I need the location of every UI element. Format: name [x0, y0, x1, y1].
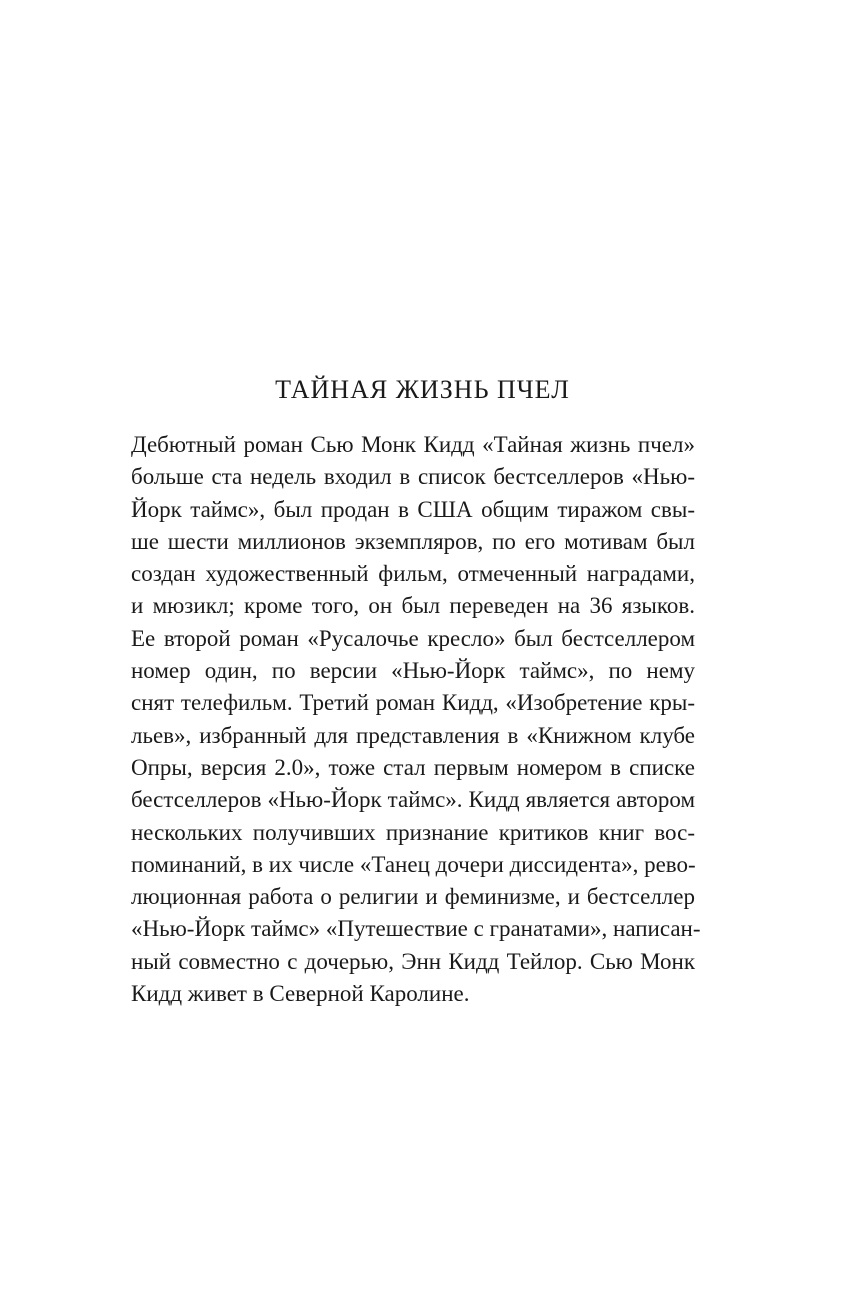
paragraph-line: льев», избранный для представления в «Книжном клубе: [131, 722, 695, 748]
paragraph-line: Ее второй роман «Русалочье кресло» был бестселлером: [131, 625, 695, 651]
paragraph-line: ше шести миллионов экземпляров, по его мотивам был: [131, 528, 695, 554]
paragraph-line: поминаний, в их числе «Танец дочери диссидента», рево-: [131, 851, 696, 877]
paragraph-line: и мюзикл; кроме того, он был переведен на 36 языков.: [131, 593, 695, 619]
paragraph-line: Дебютный роман Сью Монк Кидд «Тайная жизнь пчел»: [131, 432, 695, 457]
paragraph-line: Кидд живет в Северной Каролине.: [131, 981, 470, 1007]
paragraph-line: Опры, версия 2.0», тоже стал первым номером в списке: [131, 754, 695, 780]
paragraph-line: бестселлеров «Нью-Йорк таймс». Кидд является автором: [131, 787, 695, 813]
paragraph-line: нескольких получивших признание критиков книг вос-: [131, 819, 695, 845]
paragraph-line: люционная работа о религии и феминизме, и бестселлер: [131, 884, 695, 910]
paragraph-line: создан художественный фильм, отмеченный наградами,: [131, 561, 695, 587]
paragraph-line: снят телефильм. Третий роман Кидд, «Изобретение кры-: [131, 690, 695, 716]
paragraph-line: «Нью-Йорк таймс» «Путешествие с гранатами», написан-: [131, 916, 701, 942]
paragraph-line: больше ста недель входил в список бестселлеров «Нью-: [131, 464, 695, 490]
paragraph-line: Йорк таймс», был продан в США общим тиражом свы-: [131, 496, 695, 522]
page-title: ТАЙНАЯ ЖИЗНЬ ПЧЕЛ: [275, 375, 570, 404]
paragraph-line: номер один, по версии «Нью-Йорк таймс», по нему: [131, 658, 695, 684]
annotation-paragraph: [131, 429, 701, 1010]
paragraph-line: ный совместно с дочерью, Энн Кидд Тейлор. Сью Монк: [131, 948, 695, 974]
